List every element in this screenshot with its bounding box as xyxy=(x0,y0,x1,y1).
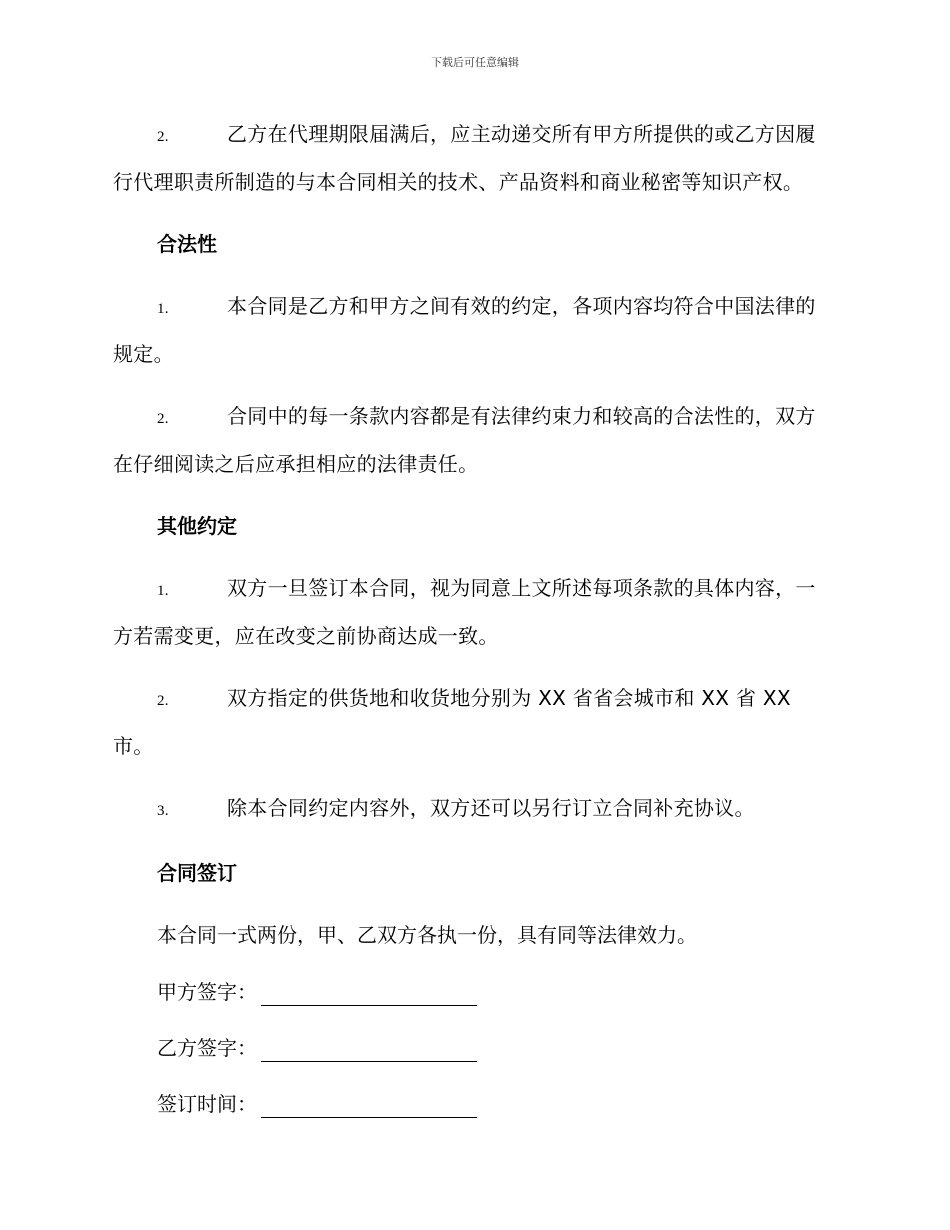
legality-clause-2 xyxy=(113,394,835,487)
party-b-signature-row xyxy=(157,1026,835,1070)
section-heading-legality: 合法性 xyxy=(157,232,217,256)
signing-date-label: 签订时间： xyxy=(157,1092,257,1116)
other-clause-3 xyxy=(113,786,835,834)
page-header: 下载后可任意编辑 xyxy=(431,56,519,69)
ip-clause-2 xyxy=(113,112,835,205)
clause-text: 乙方在代理期限届满后，应主动递交所有甲方所提供的或乙方因履行代理职责所制造的与本合同相关的技术、产品资料和商业秘密等知识产权。 xyxy=(113,122,816,194)
signing-statement: 本合同一式两份，甲、乙双方各执一份，具有同等法律效力。 xyxy=(157,923,697,947)
clause-text: 双方指定的供货地和收货地分别为 XX 省省会城市和 XX 省 XX 市。 xyxy=(113,686,791,758)
clause-number: 2. xyxy=(157,693,169,709)
section-heading-signing: 合同签订 xyxy=(157,861,237,885)
party-a-signature-label: 甲方签字： xyxy=(157,980,257,1004)
signing-date-line xyxy=(261,1089,477,1118)
party-b-signature-label: 乙方签字： xyxy=(157,1036,257,1060)
clause-text: 除本合同约定内容外，双方还可以另行订立合同补充协议。 xyxy=(227,796,755,820)
party-a-signature-row xyxy=(157,970,835,1014)
clause-number: 1. xyxy=(157,583,169,599)
clause-text: 合同中的每一条款内容都是有法律约束力和较高的合法性的，双方在仔细阅读之后应承担相应的法律责任。 xyxy=(113,404,816,476)
other-clause-1 xyxy=(113,566,835,659)
signing-date-row xyxy=(157,1082,835,1126)
clause-number: 2. xyxy=(157,129,169,145)
document-body xyxy=(113,112,835,1138)
clause-text: 本合同是乙方和甲方之间有效的约定，各项内容均符合中国法律的规定。 xyxy=(113,294,816,366)
clause-text: 双方一旦签订本合同，视为同意上文所述每项条款的具体内容，一方若需变更，应在改变之前协商达成一致。 xyxy=(113,576,816,648)
party-a-signature-line xyxy=(261,977,477,1006)
other-clause-2 xyxy=(113,676,835,769)
party-b-signature-line xyxy=(261,1033,477,1062)
clause-number: 2. xyxy=(157,411,169,427)
clause-number: 1. xyxy=(157,301,169,317)
legality-clause-1 xyxy=(113,284,835,377)
clause-number: 3. xyxy=(157,803,169,819)
section-heading-other: 其他约定 xyxy=(157,514,237,538)
